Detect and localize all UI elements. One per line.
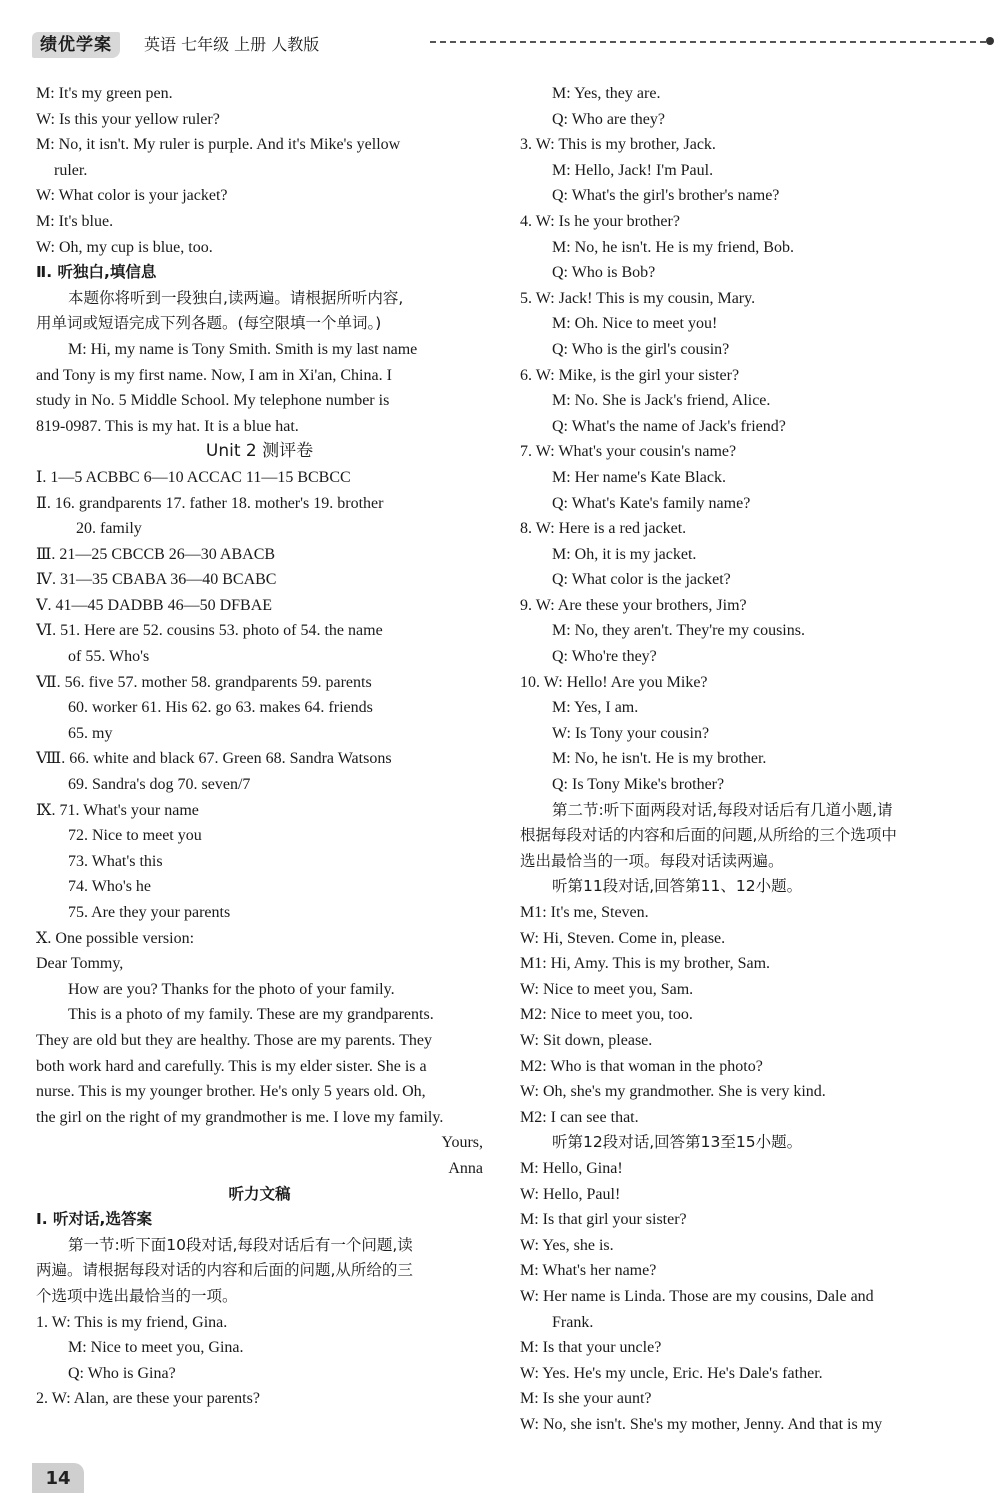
text-line: Ⅰ. 1—5 ACBBC 6—10 ACCAC 11—15 BCBCC xyxy=(36,468,351,486)
text-line: Q: Who are they? xyxy=(552,110,665,128)
text-line: M: Is that your uncle? xyxy=(520,1339,662,1357)
text-line: M2: Nice to meet you, too. xyxy=(520,1006,693,1024)
text-line: Q: Who is Gina? xyxy=(68,1364,176,1382)
text-line: Ⅱ. 16. grandparents 17. father 18. mother's 19. brother xyxy=(36,494,384,512)
text-line: Yours, xyxy=(441,1134,483,1152)
text-line: 8. W: Here is a red jacket. xyxy=(520,520,687,538)
text-line: study in No. 5 Middle School. My telephone number is xyxy=(36,392,390,410)
text-line: Ⅹ. One possible version: xyxy=(36,929,195,947)
text-line: M: What's her name? xyxy=(520,1262,657,1280)
text-line: M: Hi, my name is Tony Smith. Smith is my last name xyxy=(68,340,418,358)
text-line: W: What color is your jacket? xyxy=(36,187,228,205)
text-line: both work hard and carefully. This is my elder sister. She is a xyxy=(36,1057,427,1075)
text-line: 74. Who's he xyxy=(68,878,152,896)
text-line: of 55. Who's xyxy=(68,648,150,666)
header-divider xyxy=(430,41,986,43)
text-line: 20. family xyxy=(76,520,142,538)
text-line: 4. W: Is he your brother? xyxy=(520,212,680,230)
text-line: 65. my xyxy=(68,724,113,742)
text-line: Ⅶ. 56. five 57. mother 58. grandparents 59. parents xyxy=(36,673,372,691)
text-line: 两遍。请根据每段对话的内容和后面的问题,从所给的三 xyxy=(36,1261,413,1280)
text-line: W: Hi, Steven. Come in, please. xyxy=(520,929,726,947)
text-line: M: Hello, Gina! xyxy=(520,1159,623,1177)
text-line: Ⅲ. 21—25 CBCCB 26—30 ABACB xyxy=(36,545,276,563)
text-line: 10. W: Hello! Are you Mike? xyxy=(520,673,708,691)
text-line: Ⅰ. 听对话,选答案 xyxy=(36,1210,152,1229)
text-line: M: Yes, they are. xyxy=(552,85,661,102)
text-line: W: Hello, Paul! xyxy=(520,1185,621,1203)
text-line: 1. W: This is my friend, Gina. xyxy=(36,1313,228,1331)
text-line: W: Sit down, please. xyxy=(520,1031,653,1049)
text-line: 第一节:听下面10段对话,每段对话后有一个问题,读 xyxy=(68,1235,413,1254)
text-line: 75. Are they your parents xyxy=(68,904,231,921)
subject-label: 英语 七年级 上册 人教版 xyxy=(144,35,320,54)
text-line: 69. Sandra's dog 70. seven/7 xyxy=(68,776,251,794)
text-line: M: No. She is Jack's friend, Alice. xyxy=(552,392,771,410)
text-line: M2: Who is that woman in the photo? xyxy=(520,1057,763,1075)
text-line: Ⅳ. 31—35 CBABA 36—40 BCABC xyxy=(36,571,277,589)
text-line: W: Yes. He's my uncle, Eric. He's Dale's father. xyxy=(520,1364,823,1382)
text-line: 9. W: Are these your brothers, Jim? xyxy=(520,596,747,614)
text-line: M2: I can see that. xyxy=(520,1108,639,1126)
text-line: nurse. This is my younger brother. He's only 5 years old. Oh, xyxy=(36,1083,426,1101)
text-line: They are old but they are healthy. Those are my parents. They xyxy=(36,1031,433,1049)
text-line: Q: What's the name of Jack's friend? xyxy=(552,417,786,435)
text-line: Ⅷ. 66. white and black 67. Green 68. Sandra Watsons xyxy=(36,750,392,768)
text-line: 819-0987. This is my hat. It is a blue hat. xyxy=(36,417,299,435)
text-line: M1: It's me, Steven. xyxy=(520,904,649,921)
text-line: 3. W: This is my brother, Jack. xyxy=(520,136,716,154)
right-column xyxy=(520,81,967,1437)
text-line: Ⅵ. 51. Here are 52. cousins 53. photo of 54. the name xyxy=(36,622,383,640)
text-line: 60. worker 61. His 62. go 63. makes 64. friends xyxy=(68,699,373,717)
text-line: M: Is she your aunt? xyxy=(520,1390,652,1408)
text-line: This is a photo of my family. These are my grandparents. xyxy=(68,1006,434,1024)
text-line: W: No, she isn't. She's my mother, Jenny. And that is my xyxy=(520,1415,883,1433)
text-line: 选出最恰当的一项。每段对话读两遍。 xyxy=(520,851,784,870)
text-line: 本题你将听到一段独白,读两遍。请根据所听内容, xyxy=(68,288,404,307)
page-number: 14 xyxy=(32,1463,84,1493)
text-line: 用单词或短语完成下列各题。(每空限填一个单词。) xyxy=(36,314,382,333)
text-line: W: Yes, she is. xyxy=(520,1236,614,1254)
text-line: Q: Who is Bob? xyxy=(552,264,656,282)
text-line: ruler. xyxy=(54,161,88,179)
text-line: M: Yes, I am. xyxy=(552,699,639,717)
text-line: M: Is that girl your sister? xyxy=(520,1211,687,1229)
text-line: M: It's blue. xyxy=(36,212,114,230)
header-divider-dot xyxy=(986,37,994,45)
text-line: M: Hello, Jack! I'm Paul. xyxy=(552,161,714,179)
text-line: Q: Who're they? xyxy=(552,648,657,666)
text-line: W: Oh, my cup is blue, too. xyxy=(36,238,213,256)
text-line: 第二节:听下面两段对话,每段对话后有几道小题,请 xyxy=(552,800,893,819)
text-line: M: Nice to meet you, Gina. xyxy=(68,1339,244,1357)
text-line: Ⅱ. 听独白,填信息 xyxy=(36,263,157,282)
text-line: M: No, it isn't. My ruler is purple. And it's Mike's yellow xyxy=(36,136,401,154)
text-line: Frank. xyxy=(552,1313,594,1331)
text-line: M: No, they aren't. They're my cousins. xyxy=(552,622,805,640)
text-line: W: Oh, she's my grandmother. She is very kind. xyxy=(520,1083,826,1101)
text-line: W: Is Tony your cousin? xyxy=(552,724,710,742)
text-line: W: Her name is Linda. Those are my cousins, Dale and xyxy=(520,1287,874,1305)
text-line: How are you? Thanks for the photo of your family. xyxy=(68,980,395,998)
text-line: M: Her name's Kate Black. xyxy=(552,468,726,486)
text-line: 72. Nice to meet you xyxy=(68,827,202,845)
text-line: 个选项中选出最恰当的一项。 xyxy=(36,1286,238,1305)
text-line: and Tony is my first name. Now, I am in Xi'an, China. I xyxy=(36,366,392,384)
text-line: W: Nice to meet you, Sam. xyxy=(520,980,694,998)
text-line: 73. What's this xyxy=(68,852,163,870)
text-line: Ⅸ. 71. What's your name xyxy=(36,801,199,819)
text-line: Q: What color is the jacket? xyxy=(552,571,731,589)
text-line: 听第12段对话,回答第13至15小题。 xyxy=(552,1133,803,1152)
text-line: 听力文稿 xyxy=(228,1184,291,1203)
text-line: W: Is this your yellow ruler? xyxy=(36,110,220,128)
text-line: Q: What's Kate's family name? xyxy=(552,494,751,512)
text-line: M: Oh. Nice to meet you! xyxy=(552,315,718,333)
text-line: Dear Tommy, xyxy=(36,955,124,973)
text-line: Ⅴ. 41—45 DADBB 46—50 DFBAE xyxy=(36,596,273,614)
text-line: Anna xyxy=(448,1159,483,1177)
text-line: M1: Hi, Amy. This is my brother, Sam. xyxy=(520,955,771,973)
text-line: 6. W: Mike, is the girl your sister? xyxy=(520,366,740,384)
text-line: 7. W: What's your cousin's name? xyxy=(520,443,737,461)
brand-label: 绩优学案 xyxy=(32,32,120,58)
text-line: Q: Is Tony Mike's brother? xyxy=(552,776,725,794)
text-line: M: No, he isn't. He is my friend, Bob. xyxy=(552,238,794,256)
text-line: M: Oh, it is my jacket. xyxy=(552,545,697,563)
page-header xyxy=(32,30,972,60)
text-line: Unit 2 测评卷 xyxy=(205,441,314,462)
text-line: Q: Who is the girl's cousin? xyxy=(552,340,730,358)
text-line: 听第11段对话,回答第11、12小题。 xyxy=(552,877,803,896)
text-line: 2. W: Alan, are these your parents? xyxy=(36,1390,260,1408)
text-line: 根据每段对话的内容和后面的问题,从所给的三个选项中 xyxy=(520,826,897,845)
left-column xyxy=(36,81,483,1412)
text-line: the girl on the right of my grandmother is me. I love my family. xyxy=(36,1108,444,1126)
text-line: M: No, he isn't. He is my brother. xyxy=(552,750,767,768)
text-line: M: It's my green pen. xyxy=(36,85,173,102)
text-line: Q: What's the girl's brother's name? xyxy=(552,187,780,205)
text-line: 5. W: Jack! This is my cousin, Mary. xyxy=(520,289,756,307)
